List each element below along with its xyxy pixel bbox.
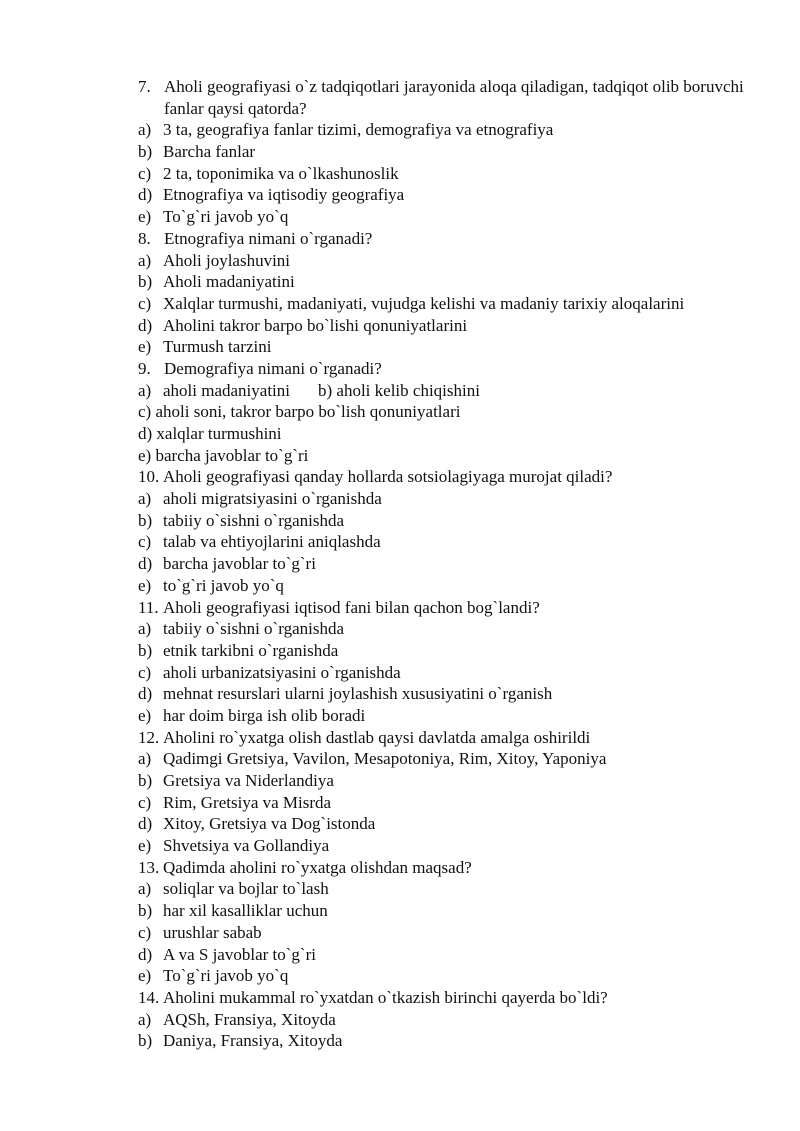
option-text: aholi urbanizatsiyasini o`rganishda [163, 662, 401, 682]
question-number: 7. [138, 77, 151, 96]
option-letter: a) [138, 749, 152, 769]
option-d [138, 423, 758, 445]
option-e [138, 336, 758, 358]
option-c [138, 163, 758, 185]
option-c [138, 293, 758, 315]
option-a [138, 1009, 758, 1031]
option-e [138, 835, 758, 857]
option-letter: a) [138, 380, 152, 400]
option-letter: e) [138, 836, 152, 856]
option-e [138, 206, 758, 228]
option-e [138, 965, 758, 987]
option-letter: e) [138, 575, 152, 595]
option-text: c) aholi soni, takror barpo bo`lish qonuniyatlari [138, 402, 461, 422]
option-letter: b) [138, 1031, 153, 1051]
option-b [138, 510, 758, 532]
option-letter: c) [138, 922, 152, 942]
question-text: Demografiya nimani o`rganadi? [164, 358, 382, 378]
option-letter: a) [138, 879, 152, 899]
option-letter: d) [138, 185, 153, 205]
option-text: Gretsiya va Niderlandiya [163, 771, 334, 791]
option-b [138, 1030, 758, 1052]
option-text: Qadimgi Gretsiya, Vavilon, Mesapotoniya, Rim, Xitoy, Yaponiya [163, 749, 607, 769]
option-letter: d) [138, 944, 153, 964]
question-13 [138, 857, 758, 879]
option-d [138, 553, 758, 575]
option-d [138, 315, 758, 337]
option-b [138, 640, 758, 662]
option-letter: d) [138, 814, 153, 834]
option-d [138, 813, 758, 835]
option-text: talab va ehtiyojlarini aniqlashda [163, 532, 381, 552]
option-text: Aholi madaniyatini [163, 272, 295, 292]
option-letter: e) [138, 207, 152, 227]
option-text: 3 ta, geografiya fanlar tizimi, demografiya va etnografiya [163, 120, 554, 140]
option-letter: b) [138, 510, 153, 530]
option-d [138, 184, 758, 206]
option-letter: c) [138, 293, 152, 313]
option-b [138, 141, 758, 163]
option-text: Aholini takror barpo bo`lishi qonuniyatlarini [163, 315, 468, 335]
question-14 [138, 987, 758, 1009]
option-c [138, 662, 758, 684]
option-a [138, 488, 758, 510]
option-a [138, 878, 758, 900]
option-text: barcha javoblar to`g`ri [163, 554, 316, 574]
question-list [138, 76, 758, 1052]
option-d [138, 944, 758, 966]
option-letter: b) [138, 272, 153, 292]
option-letter: e) [138, 705, 152, 725]
question-11 [138, 597, 758, 619]
option-text: Rim, Gretsiya va Misrda [163, 792, 332, 812]
option-c [138, 792, 758, 814]
option-letter: d) [138, 684, 153, 704]
question-text: Aholini mukammal ro`yxatdan o`tkazish birinchi qayerda bo`ldi? [163, 987, 608, 1007]
question-text: Aholi geografiyasi iqtisod fani bilan qachon bog`landi? [163, 597, 540, 617]
option-c [138, 401, 758, 423]
option-text: aholi madaniyatini [163, 380, 290, 400]
option-b [138, 900, 758, 922]
option-text: har doim birga ish olib boradi [163, 705, 366, 725]
option-letter: c) [138, 662, 152, 682]
question-7 [138, 76, 758, 119]
option-text: Barcha fanlar [163, 142, 256, 162]
option-a [138, 119, 758, 141]
question-number: 8. [138, 228, 151, 248]
question-number: 10. [138, 467, 160, 487]
option-text: To`g`ri javob yo`q [163, 207, 289, 227]
option-text: d) xalqlar turmushini [138, 424, 282, 444]
option-text: A va S javoblar to`g`ri [163, 944, 316, 964]
option-text: Xalqlar turmushi, madaniyati, vujudga kelishi va madaniy tarixiy aloqalarini [163, 293, 685, 313]
option-text: To`g`ri javob yo`q [163, 966, 289, 986]
option-letter: a) [138, 250, 152, 270]
option-letter: d) [138, 315, 153, 335]
option-e [138, 575, 758, 597]
option-text: Shvetsiya va Gollandiya [163, 836, 330, 856]
option-letter: c) [138, 163, 152, 183]
question-12 [138, 727, 758, 749]
option-text: Xitoy, Gretsiya va Dog`istonda [163, 814, 376, 834]
option-letter: d) [138, 554, 153, 574]
option-letter: c) [138, 532, 152, 552]
option-a-b-row [138, 380, 758, 402]
option-letter: a) [138, 120, 152, 140]
option-text: mehnat resurslari ularni joylashish xususiyatini o`rganish [163, 684, 553, 704]
option-letter: a) [138, 1009, 152, 1029]
option-a [138, 618, 758, 640]
option-letter: c) [138, 792, 152, 812]
option-letter: b) [138, 640, 153, 660]
option-text: Aholi joylashuvini [163, 250, 291, 270]
question-text: Aholi geografiyasi o`z tadqiqotlari jarayonida aloqa qiladigan, tadqiqot olib boruvchi fanlar qaysi qatorda? [164, 77, 744, 118]
option-text: to`g`ri javob yo`q [163, 575, 284, 595]
question-9 [138, 358, 758, 380]
question-number: 12. [138, 727, 160, 747]
option-text: urushlar sabab [163, 922, 262, 942]
option-b [138, 770, 758, 792]
question-text: Qadimda aholini ro`yxatga olishdan maqsad? [163, 857, 472, 877]
option-b-text: b) aholi kelib chiqishini [318, 380, 480, 400]
option-letter: e) [138, 337, 152, 357]
option-text: tabiiy o`sishni o`rganishda [163, 510, 344, 530]
option-a [138, 250, 758, 272]
question-10 [138, 466, 758, 488]
option-letter: b) [138, 771, 153, 791]
question-text: Aholi geografiyasi qanday hollarda sotsiolagiyaga murojat qiladi? [163, 467, 613, 487]
option-text: e) barcha javoblar to`g`ri [138, 445, 309, 465]
option-letter: a) [138, 619, 152, 639]
option-a [138, 748, 758, 770]
option-text: etnik tarkibni o`rganishda [163, 640, 339, 660]
option-text: Daniya, Fransiya, Xitoyda [163, 1031, 343, 1051]
option-d [138, 683, 758, 705]
option-text: Etnografiya va iqtisodiy geografiya [163, 185, 405, 205]
question-text: Etnografiya nimani o`rganadi? [164, 228, 373, 248]
option-e [138, 705, 758, 727]
question-number: 13. [138, 857, 160, 877]
option-text: AQSh, Fransiya, Xitoyda [163, 1009, 336, 1029]
option-letter: e) [138, 966, 152, 986]
question-text: Aholini ro`yxatga olish dastlab qaysi davlatda amalga oshirildi [163, 727, 591, 747]
option-c [138, 922, 758, 944]
option-letter: b) [138, 901, 153, 921]
option-letter: b) [138, 142, 153, 162]
option-text: soliqlar va bojlar to`lash [163, 879, 329, 899]
option-e [138, 445, 758, 467]
question-number: 9. [138, 358, 151, 378]
option-c [138, 531, 758, 553]
option-text: Turmush tarzini [163, 337, 272, 357]
option-text: 2 ta, toponimika va o`lkashunoslik [163, 163, 399, 183]
question-8 [138, 228, 758, 250]
option-letter: a) [138, 489, 152, 509]
question-number: 14. [138, 987, 160, 1007]
option-text: har xil kasalliklar uchun [163, 901, 328, 921]
question-number: 11. [138, 597, 159, 617]
option-b [138, 271, 758, 293]
option-text: tabiiy o`sishni o`rganishda [163, 619, 344, 639]
option-text: aholi migratsiyasini o`rganishda [163, 489, 382, 509]
